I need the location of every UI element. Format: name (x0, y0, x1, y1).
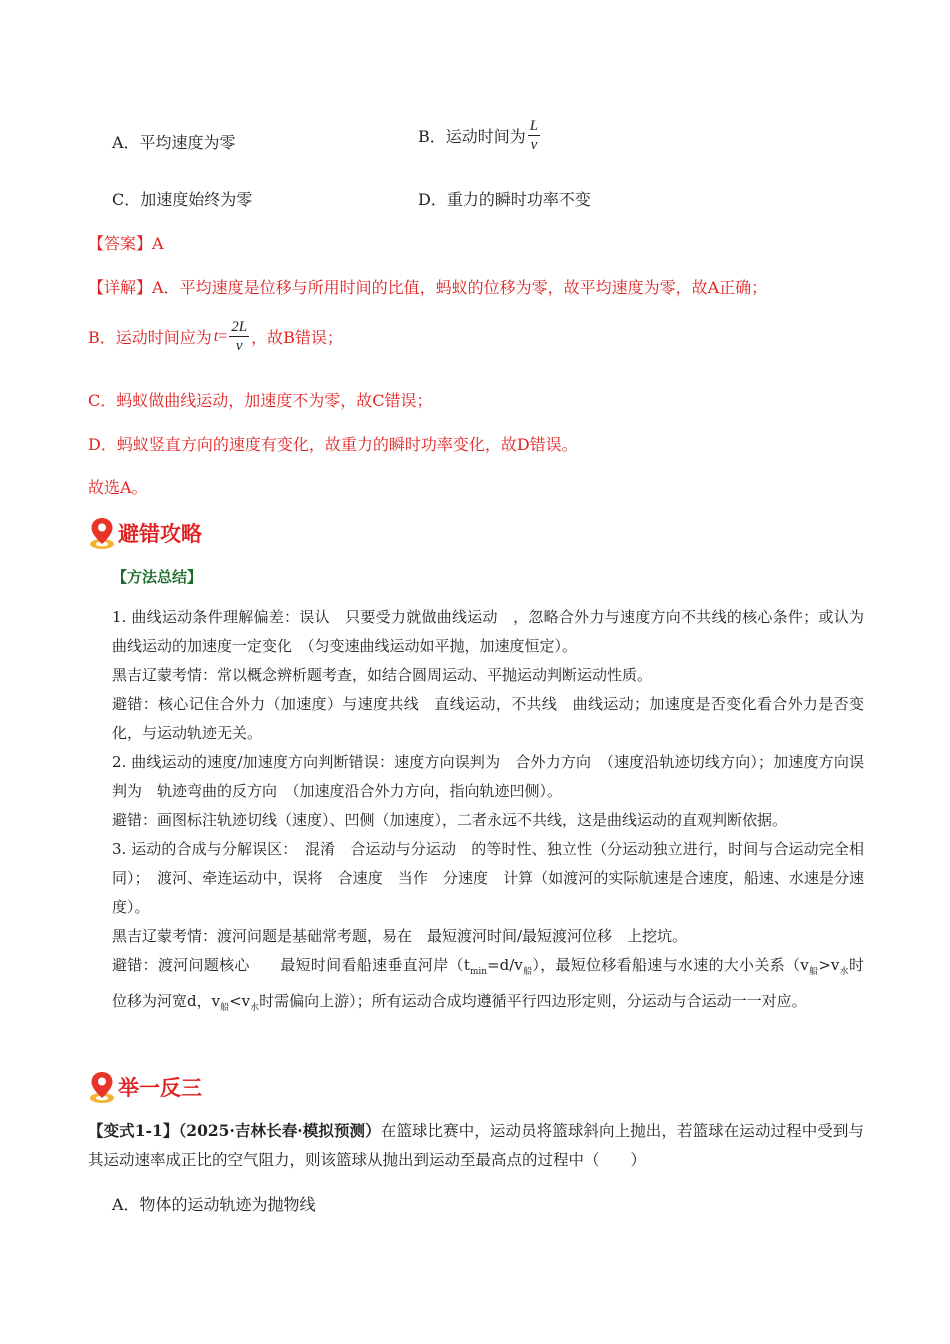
answer-label: 【答案】 (88, 234, 153, 253)
detail-conclusion: 故选A。 (88, 478, 148, 497)
section-title: 举一反三 (118, 1076, 202, 1100)
summary-p2: 黑吉辽蒙考情：常以概念辨析题考查，如结合圆周运动、平抛运动判断运动性质。 (112, 666, 653, 684)
detail-line-a (88, 275, 767, 298)
location-pin-icon (88, 1070, 116, 1104)
answer-value: A (152, 234, 164, 253)
summary-p8 (112, 951, 864, 1023)
p8-sub-boat: 船 (522, 967, 533, 977)
detail-b-var: t (213, 327, 219, 345)
option-d: D．重力的瞬时功率不变 (418, 190, 591, 209)
section-heading-avoid-errors (88, 516, 202, 550)
variant-source: （2025·吉林长春·模拟预测） (178, 1121, 381, 1140)
summary-p5: 避错：画图标注轨迹切线（速度）、凹侧（加速度），二者永远不共线，这是曲线运动的直观判断依据。 (112, 811, 788, 829)
detail-b-eq: = (218, 327, 228, 345)
detail-line-b (88, 318, 343, 355)
summary-title: 【方法总结】 (112, 568, 203, 586)
p8-pre: 避错：渡河问题核心 最短时间看船速垂直河岸（t (112, 956, 470, 974)
summary-p1: 1. 曲线运动条件理解偏差：误认 只要受力就做曲线运动 ，忽略合外力与速度方向不共线的核心条件；或认为 曲线运动的加速度一定变化 （匀变速曲线运动如平抛，加速度恒定）。 (112, 608, 880, 655)
detail-label: 【详解】 (88, 278, 153, 297)
option-b (418, 117, 542, 154)
summary-body (112, 603, 880, 1023)
summary-p3: 避错：核心记住合外力（加速度）与速度共线 直线运动，不共线 曲线运动；加速度是否变化看合外力是否变化，与运动轨迹无关。 (112, 695, 864, 742)
option-b-denominator: v (530, 137, 538, 153)
p8-sub-water2: 水 (250, 1003, 260, 1013)
detail-b-post: ，故B错误； (251, 328, 343, 347)
detail-line-c: C．蚂蚁做曲线运动，加速度不为零，故C错误； (88, 391, 433, 410)
detail-b-denominator: v (235, 338, 243, 354)
p8-post: 时需偏向上游）；所有运动合成均遵循平行四边形定则，分运动与合运动一一对应。 (259, 992, 807, 1010)
p8-mid1: =d/v (487, 956, 523, 974)
detail-b-pre: B．运动时间应为 (88, 328, 212, 347)
p8-sub-boat2: 船 (808, 967, 819, 977)
section-title: 避错攻略 (118, 522, 202, 546)
p8-sub-water: 水 (839, 967, 849, 977)
option-b-text: B．运动时间为 (418, 127, 526, 146)
variant-label: 【变式1-1】 (88, 1121, 179, 1140)
option-b-numerator: L (529, 118, 539, 134)
detail-a-text: A．平均速度是位移与所用时间的比值，蚂蚁的位移为零，故平均速度为零，故A正确； (152, 278, 768, 297)
variant-text: 在篮球比赛中，运动员将篮球斜向上抛出，若篮球在运动过程中受到与其运动速率成正比的空气阻力，则该篮球从抛出到运动至最高点的过程中（ ） (88, 1122, 864, 1169)
p8-sub-boat3: 船 (220, 1003, 230, 1013)
option-b-fraction (528, 117, 540, 154)
variant-question (88, 1116, 864, 1175)
detail-b-numerator: 2L (231, 319, 248, 335)
p8-mid4: 时位移为河宽d，v (112, 956, 864, 1010)
p8-sub-min: min (469, 967, 488, 977)
summary-p4: 2. 曲线运动的速度/加速度方向判断错误：速度方向误判为 合外力方向 （速度沿轨迹切线方向）；加速度方向误判为 轨迹弯曲的反方向 （加速度沿合外力方向，指向轨迹凹侧）。 (112, 753, 864, 800)
summary-p7: 黑吉辽蒙考情：渡河问题是基础常考题，易在 最短渡河时间/最短渡河位移 上挖坑。 (112, 927, 688, 945)
p8-mid5: <v (229, 992, 251, 1010)
option-a: A．平均速度为零 (112, 133, 236, 152)
option-c: C．加速度始终为零 (112, 190, 253, 209)
detail-b-fraction (229, 318, 249, 355)
detail-line-d: D．蚂蚁竖直方向的速度有变化，故重力的瞬时功率变化，故D错误。 (88, 435, 578, 454)
section-heading-practice (88, 1070, 202, 1104)
answer-line (88, 231, 164, 254)
variant-option-a: A．物体的运动轨迹为抛物线 (112, 1195, 316, 1214)
p8-mid3: >v (818, 956, 840, 974)
summary-p6: 3. 运动的合成与分解误区： 混淆 合运动与分运动 的等时性、独立性（分运动独立进行，时间与合运动完全相同）； 渡河、牵连运动中，误将 合速度 当作 分速度 计算（如渡河的实际航速是合速度，船速、水速是分速度）。 (112, 840, 864, 916)
p8-mid2: ），最短位移看船速与水速的大小关系（v (532, 956, 809, 974)
location-pin-icon (88, 516, 116, 550)
